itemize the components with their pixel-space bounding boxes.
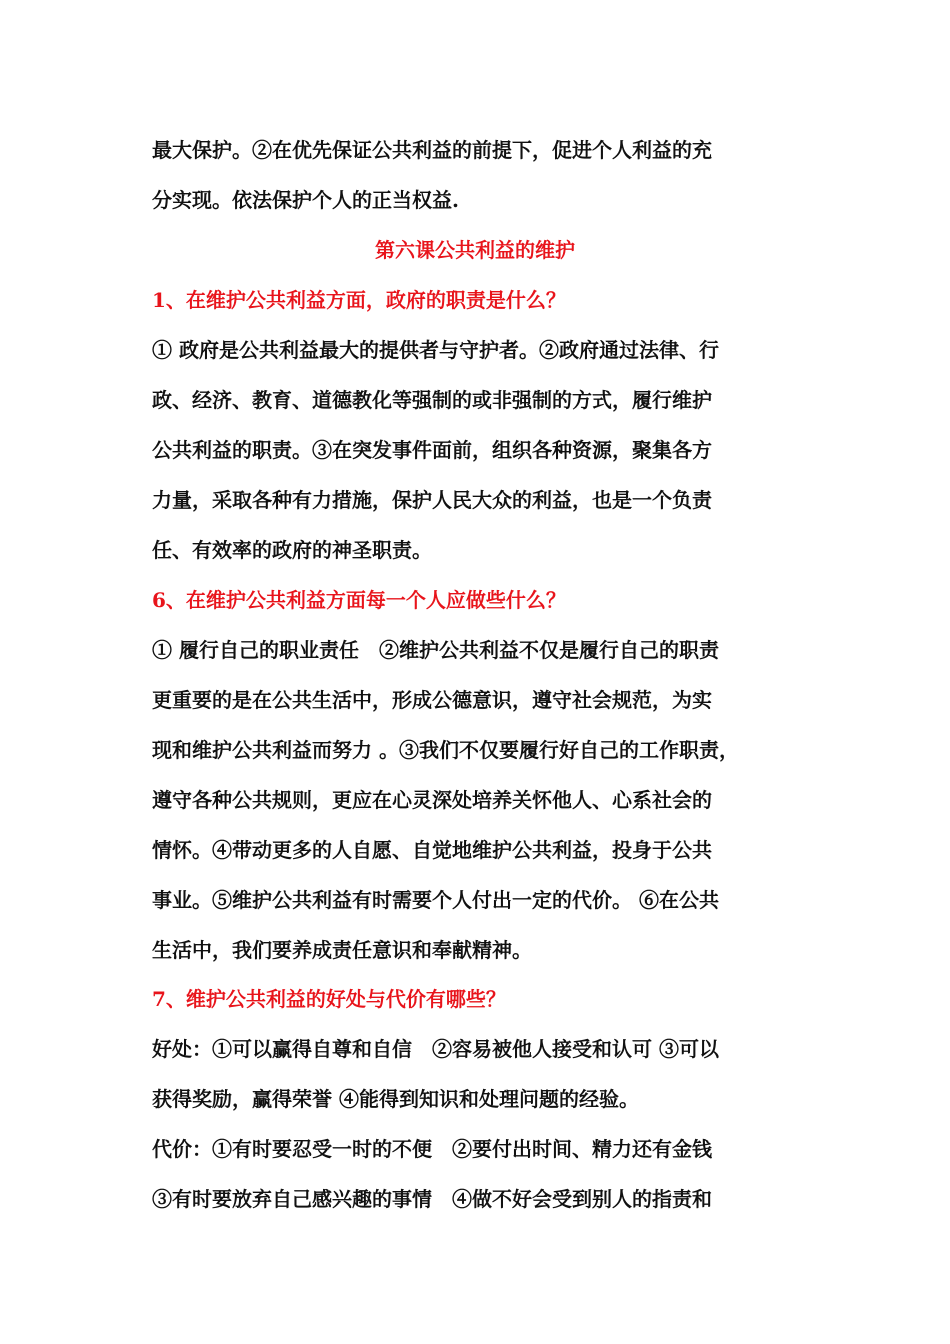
paragraph-line: 现和维护公共利益而努力 。③我们不仅要履行好自己的工作职责，	[152, 738, 739, 762]
paragraph-line: 获得奖励，赢得荣誉 ④能得到知识和处理问题的经验。	[152, 1087, 639, 1111]
question-heading-7: 7、维护公共利益的好处与代价有哪些？	[152, 987, 506, 1011]
question-heading-6: 6、在维护公共利益方面每一个人应做些什么？	[152, 588, 566, 612]
paragraph-line: 事业。⑤维护公共利益有时需要个人付出一定的代价。 ⑥在公共	[152, 888, 719, 912]
paragraph-line: 政、经济、教育、道德教化等强制的或非强制的方式，履行维护	[152, 388, 712, 412]
paragraph-line: 代价：①有时要忍受一时的不便 ②要付出时间、精力还有金钱	[152, 1137, 712, 1161]
paragraph-line: 力量，采取各种有力措施，保护人民大众的利益，也是一个负责	[152, 488, 712, 512]
question-heading-1: 1、在维护公共利益方面，政府的职责是什么？	[152, 288, 566, 312]
paragraph-line: 任、有效率的政府的神圣职责。	[152, 538, 432, 562]
paragraph-line: 分实现。依法保护个人的正当权益.	[152, 188, 459, 212]
paragraph-line: 更重要的是在公共生活中，形成公德意识，遵守社会规范，为实	[152, 688, 712, 712]
paragraph-line: 生活中，我们要养成责任意识和奉献精神。	[152, 938, 532, 962]
paragraph-line: 好处：①可以赢得自尊和自信 ②容易被他人接受和认可 ③可以	[152, 1037, 719, 1061]
paragraph-line: 公共利益的职责。③在突发事件面前，组织各种资源，聚集各方	[152, 438, 712, 462]
paragraph-line: ① 履行自己的职业责任 ②维护公共利益不仅是履行自己的职责	[152, 638, 719, 662]
paragraph-line: ③有时要放弃自己感兴趣的事情 ④做不好会受到别人的指责和	[152, 1187, 712, 1211]
lesson-title: 第六课公共利益的维护	[375, 238, 575, 262]
paragraph-line: 遵守各种公共规则，更应在心灵深处培养关怀他人、心系社会的	[152, 788, 712, 812]
paragraph-line: 最大保护。②在优先保证公共利益的前提下，促进个人利益的充	[152, 138, 712, 162]
paragraph-line: ① 政府是公共利益最大的提供者与守护者。②政府通过法律、行	[152, 338, 719, 362]
paragraph-line: 情怀。④带动更多的人自愿、自觉地维护公共利益，投身于公共	[152, 838, 712, 862]
